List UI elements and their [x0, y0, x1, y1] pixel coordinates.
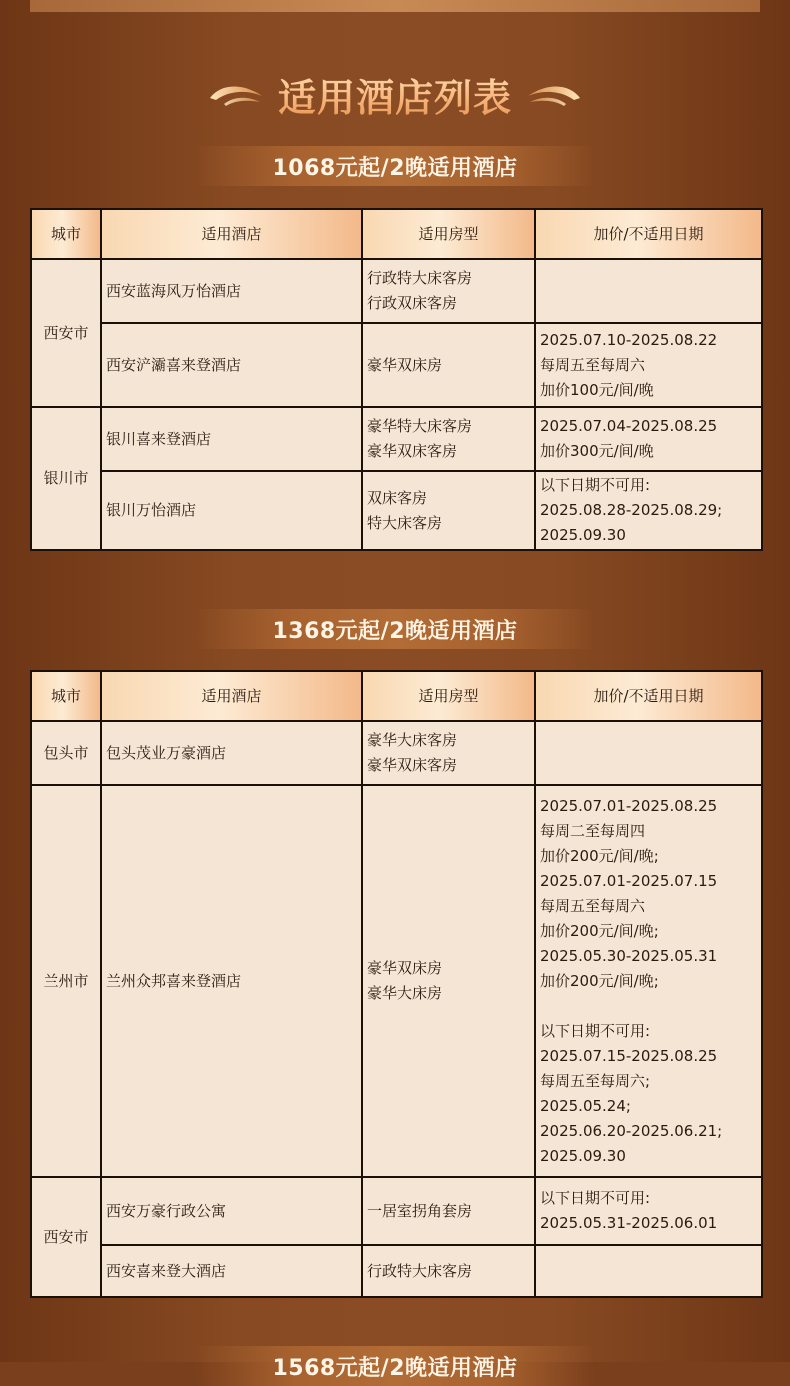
- room-type: 行政双床客房: [367, 294, 458, 312]
- hotel-cell: 银川喜来登酒店: [101, 407, 362, 471]
- table-header-row: [31, 209, 762, 259]
- note-line: 每周五至每周六: [540, 355, 646, 374]
- table-header-row: [31, 671, 762, 721]
- notes-cell: [535, 471, 762, 550]
- city-cell: 包头市: [31, 721, 101, 785]
- header-surcharge-dates: 加价/不适用日期: [535, 671, 762, 721]
- notes-cell: [535, 259, 762, 323]
- top-decor-bar: [30, 0, 760, 12]
- room-type: 豪华大床房: [367, 984, 443, 1002]
- note-line: 每周五至每周六;: [540, 1071, 651, 1090]
- note-line: 加价200元/间/晚;: [540, 971, 659, 990]
- table-row: [31, 471, 762, 550]
- notes-cell: [535, 1177, 762, 1245]
- section-banner-1068: [195, 146, 595, 186]
- note-line: 加价200元/间/晚;: [540, 846, 659, 865]
- hotel-table-1368: [30, 670, 763, 1298]
- room-type-cell: [362, 259, 535, 323]
- hotel-cell: 西安万豪行政公寓: [101, 1177, 362, 1245]
- note-line: 2025.05.30-2025.05.31: [540, 946, 718, 965]
- notes-cell: [535, 1245, 762, 1297]
- header-room-type: 适用房型: [362, 209, 535, 259]
- note-line: 每周二至每周四: [540, 821, 646, 840]
- room-type-cell: [362, 471, 535, 550]
- room-type: 豪华大床客房: [367, 731, 458, 749]
- hotel-cell: 包头茂业万豪酒店: [101, 721, 362, 785]
- right-leaf-ornament-icon: [524, 78, 582, 110]
- hotel-cell: 西安浐灞喜来登酒店: [101, 323, 362, 407]
- room-type: 特大床客房: [367, 513, 443, 532]
- room-type: 一居室拐角套房: [367, 1201, 473, 1220]
- note-line: 2025.09.30: [540, 1146, 626, 1165]
- left-leaf-ornament-icon: [208, 78, 266, 110]
- table-row: [31, 1245, 762, 1297]
- room-type: 豪华双床房: [367, 959, 443, 977]
- note-blank-line: [540, 994, 757, 1019]
- room-type: 豪华双床客房: [367, 442, 458, 460]
- page-title: [0, 64, 790, 124]
- table-row: [31, 259, 762, 323]
- city-cell: 西安市: [31, 259, 101, 407]
- room-type-cell: [362, 323, 535, 407]
- note-line: 加价300元/间/晚: [540, 442, 654, 460]
- note-line: 2025.06.20-2025.06.21;: [540, 1121, 723, 1140]
- section-banner-1368: [195, 609, 595, 649]
- room-type: 豪华双床房: [367, 355, 443, 374]
- header-hotel: 适用酒店: [101, 209, 362, 259]
- hotel-table-1068: [30, 208, 763, 551]
- hotel-cell: 西安蓝海风万怡酒店: [101, 259, 362, 323]
- note-line: 以下日期不可用:: [540, 1021, 651, 1040]
- hotel-cell: 西安喜来登大酒店: [101, 1245, 362, 1297]
- page-title-text: 适用酒店列表: [278, 67, 512, 122]
- room-type: 双床客房: [367, 488, 428, 507]
- note-line: 2025.07.10-2025.08.22: [540, 330, 718, 349]
- table-row: [31, 407, 762, 471]
- note-line: 2025.05.24;: [540, 1096, 631, 1115]
- note-line: 以下日期不可用:: [540, 1189, 651, 1207]
- table-row: [31, 721, 762, 785]
- notes-cell: [535, 721, 762, 785]
- section-banner-text: 1568元起/2晚适用酒店: [272, 1355, 518, 1381]
- hotel-cell: 银川万怡酒店: [101, 471, 362, 550]
- hotel-cell: 兰州众邦喜来登酒店: [101, 785, 362, 1177]
- room-type-cell: [362, 721, 535, 785]
- room-type-cell: [362, 1245, 535, 1297]
- header-surcharge-dates: 加价/不适用日期: [535, 209, 762, 259]
- note-line: 2025.05.31-2025.06.01: [540, 1214, 718, 1232]
- city-cell: 银川市: [31, 407, 101, 550]
- header-room-type: 适用房型: [362, 671, 535, 721]
- table-row: [31, 785, 762, 1177]
- header-hotel: 适用酒店: [101, 671, 362, 721]
- table-row: [31, 1177, 762, 1245]
- notes-cell: [535, 785, 762, 1177]
- notes-cell: [535, 323, 762, 407]
- section-banner-text: 1068元起/2晚适用酒店: [272, 155, 518, 181]
- note-line: 2025.07.15-2025.08.25: [540, 1046, 718, 1065]
- room-type: 豪华双床客房: [367, 756, 458, 774]
- table-row: [31, 323, 762, 407]
- note-line: 每周五至每周六: [540, 896, 646, 915]
- note-line: 以下日期不可用:: [540, 476, 651, 494]
- room-type: 行政特大床客房: [367, 269, 473, 287]
- header-city: 城市: [31, 671, 101, 721]
- city-cell: 兰州市: [31, 785, 101, 1177]
- room-type-cell: [362, 785, 535, 1177]
- note-line: 2025.07.01-2025.07.15: [540, 871, 718, 890]
- city-cell: 西安市: [31, 1177, 101, 1297]
- note-line: 2025.08.28-2025.08.29;: [540, 501, 723, 519]
- note-line: 2025.09.30: [540, 526, 626, 544]
- section-banner-text: 1368元起/2晚适用酒店: [272, 618, 518, 644]
- header-city: 城市: [31, 209, 101, 259]
- notes-cell: [535, 407, 762, 471]
- note-line: 加价200元/间/晚;: [540, 921, 659, 940]
- room-type-cell: [362, 407, 535, 471]
- note-line: 2025.07.04-2025.08.25: [540, 417, 718, 435]
- room-type-cell: [362, 1177, 535, 1245]
- room-type: 行政特大床客房: [367, 1261, 473, 1280]
- section-banner-1568: [195, 1346, 595, 1386]
- note-line: 加价100元/间/晚: [540, 380, 654, 399]
- note-line: 2025.07.01-2025.08.25: [540, 796, 718, 815]
- room-type: 豪华特大床客房: [367, 417, 473, 435]
